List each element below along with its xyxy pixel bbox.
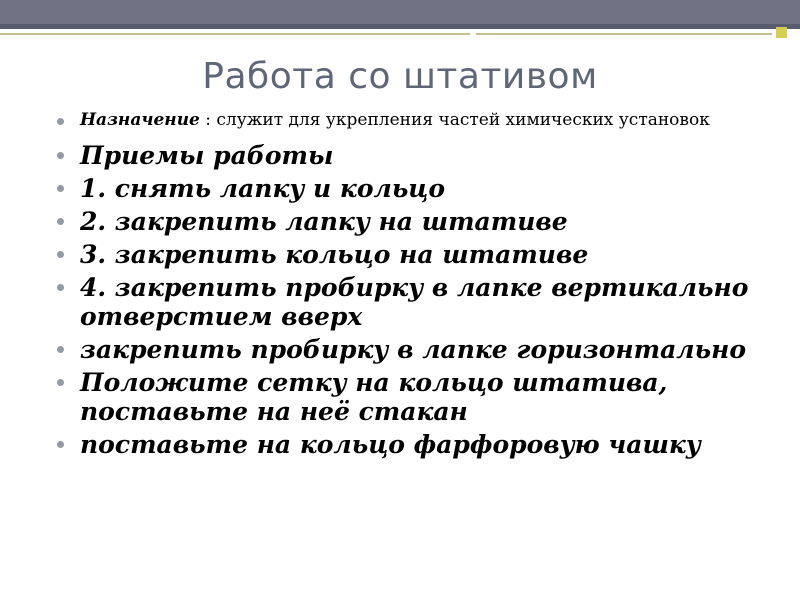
bullet-icon bbox=[57, 251, 64, 258]
bullet-icon bbox=[57, 441, 64, 448]
purpose-text: : служит для укрепления частей химических установок bbox=[199, 110, 710, 130]
bullet-icon bbox=[57, 346, 64, 353]
list-item-purpose bbox=[57, 111, 777, 130]
list-item bbox=[57, 207, 777, 236]
list-item-text: 1. снять лапку и кольцо bbox=[80, 174, 446, 203]
bullet-list bbox=[57, 111, 777, 463]
accent-line-left bbox=[0, 33, 470, 35]
list-item-text: Положите сетку на кольцо штатива, поставьте на неё стакан bbox=[80, 368, 668, 426]
bullet-icon bbox=[57, 379, 64, 386]
list-item-text: 4. закрепить пробирку в лапке вертикально отверстием вверх bbox=[80, 273, 749, 331]
list-item bbox=[57, 174, 777, 203]
accent-square bbox=[776, 27, 787, 38]
list-item bbox=[57, 335, 777, 364]
list-item bbox=[57, 430, 777, 459]
header-band bbox=[0, 0, 800, 24]
accent-line-right bbox=[476, 33, 772, 35]
list-item bbox=[57, 141, 777, 170]
bullet-icon bbox=[57, 118, 64, 125]
list-item-text: поставьте на кольцо фарфоровую чашку bbox=[80, 430, 701, 459]
list-item-text: Приемы работы bbox=[80, 141, 334, 170]
bullet-icon bbox=[57, 284, 64, 291]
header-band-shadow bbox=[0, 24, 800, 29]
list-item-text: 3. закрепить кольцо на штативе bbox=[80, 240, 589, 269]
list-item bbox=[57, 240, 777, 269]
list-item bbox=[57, 273, 777, 331]
list-item-text: закрепить пробирку в лапке горизонтально bbox=[80, 335, 746, 364]
bullet-icon bbox=[57, 152, 64, 159]
slide-title: Работа со штативом bbox=[202, 56, 598, 97]
list-item bbox=[57, 368, 777, 426]
purpose-term: Назначение bbox=[80, 110, 200, 130]
bullet-icon bbox=[57, 218, 64, 225]
list-item-text: 2. закрепить лапку на штативе bbox=[80, 207, 568, 236]
bullet-icon bbox=[57, 185, 64, 192]
